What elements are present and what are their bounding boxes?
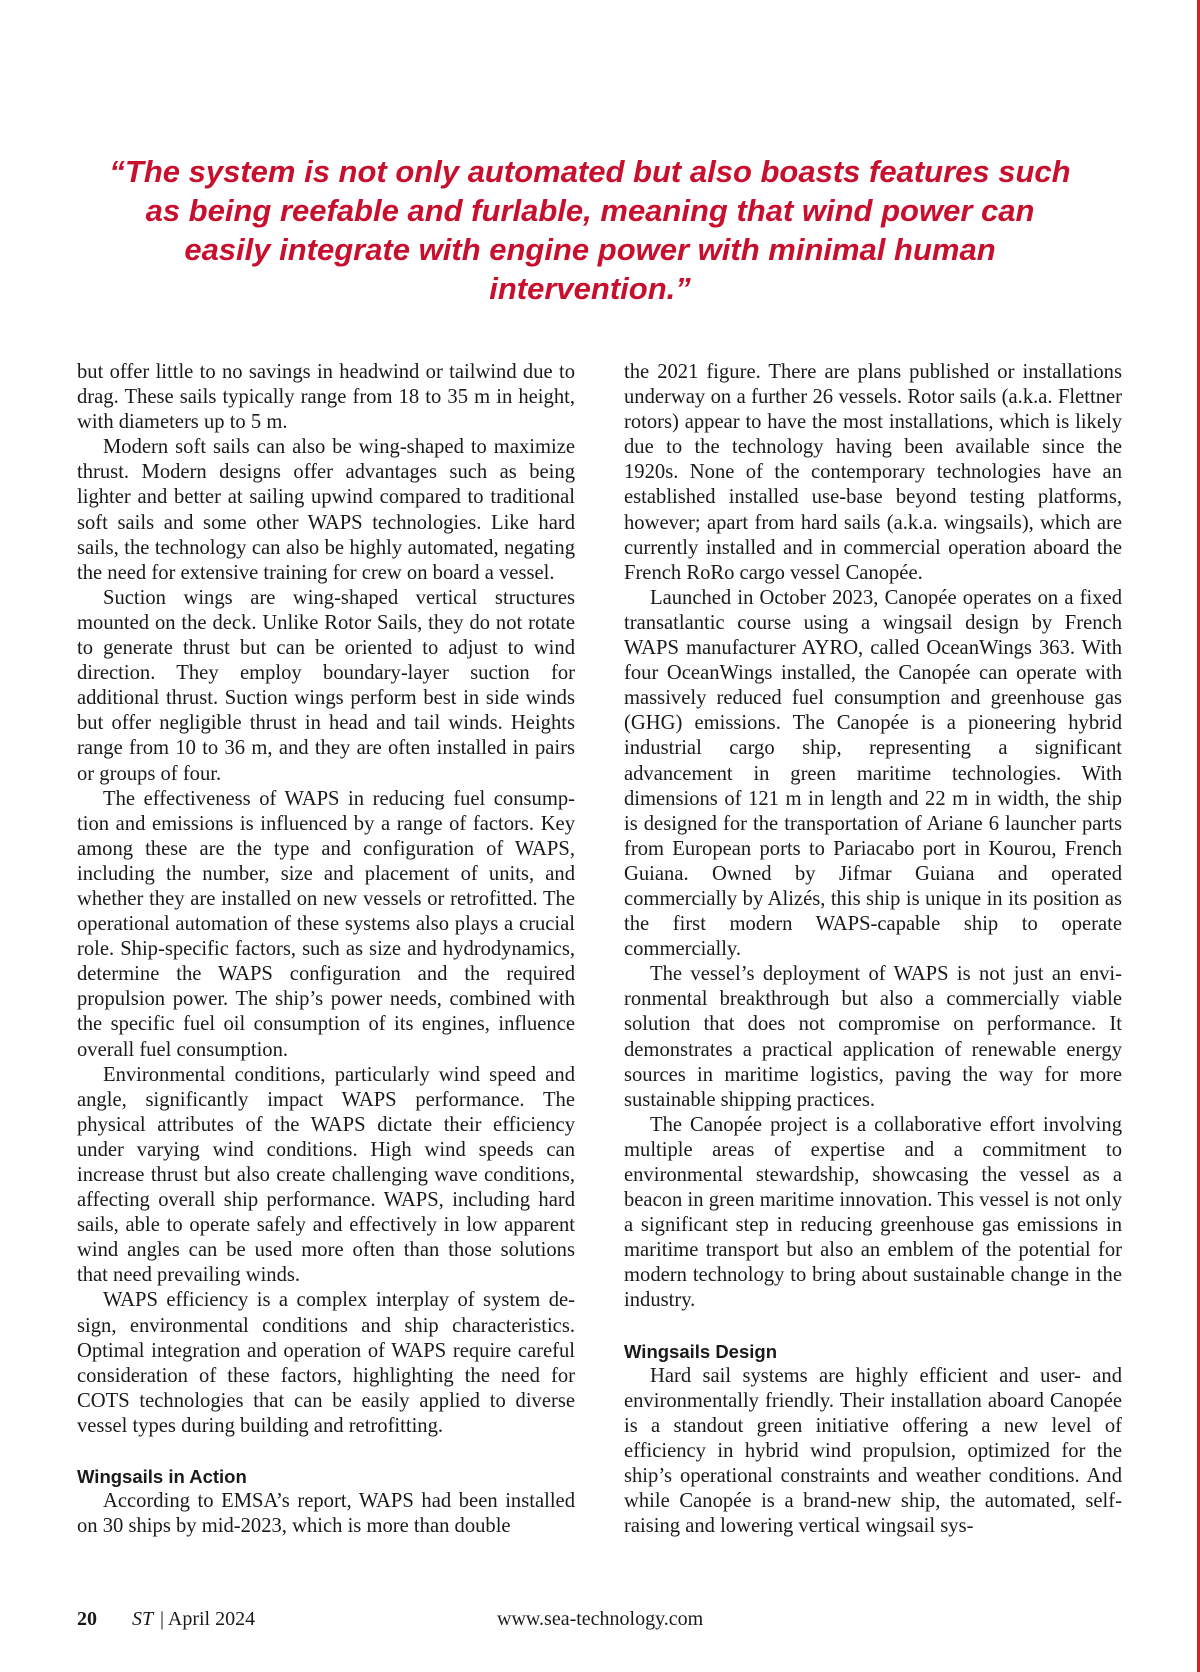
page-number: 20 — [77, 1608, 97, 1630]
paragraph: The vessel’s deployment of WAPS is not just an environmental breakthrough but also a commercially viable solution that does not compromise on performance. It demonstrates a practical application of renewable energy sources in maritime logistics, paving the way for more sustainable shipping practices. — [624, 963, 1122, 1111]
right-column — [624, 360, 1122, 1539]
paragraph: Modern soft sails can also be wing-shaped to maximize thrust. Modern designs offer advantages such as being lighter and better at sailing upwind compared to traditional soft sails and some other WAPS technologies. Like hard sails, the technology can also be highly automated, negating the need for extensive training for crew on board a vessel. — [77, 436, 575, 584]
issue-date: | April 2024 — [160, 1608, 256, 1630]
paragraph: Hard sail systems are highly efficient and user- and environmentally friendly. Their installation aboard Canopée is a standout green initiative offering a new level of efficiency in hybrid wind propulsion, optimized for the ship’s operational constraints and weather conditions. And while Canopée is a brand-new ship, the automated, self-raising and lowering vertical wingsail sys- — [624, 1364, 1122, 1538]
left-column — [77, 360, 575, 1539]
paragraph: The Canopée project is a collaborative effort involving multiple areas of expertise and a commitment to environmental stewardship, showcasing the vessel as a beacon in green maritime innovation. This vessel is not only a significant step in reducing greenhouse gas emissions in maritime transport but also an emblem of the potential for modern technology to bring about sustainable change in the industry. — [624, 1113, 1122, 1312]
page-footer — [77, 1606, 717, 1632]
paragraph: WAPS efficiency is a complex interplay of system design, environmental conditions and ship characteristics. Optimal integration and operation of WAPS require careful consideration of these factors, highlighting the need for COTS technologies that can be easily applied to diverse vessel types during building and retrofitting. — [77, 1289, 575, 1437]
section-heading: Wingsails in Action — [77, 1466, 247, 1488]
magazine-name: ST — [132, 1608, 154, 1630]
paragraph: Environmental conditions, particularly wind speed and angle, significantly impact WAPS performance. The physical attributes of the WAPS dictate their efficiency under varying wind conditions. High wind speeds can increase thrust but also create challenging wave conditions, affecting overall ship performance. WAPS, including hard sails, able to operate safely and effectively in low apparent wind angles can be used more often than those solutions that need prevailing winds. — [77, 1063, 575, 1287]
paragraph: the 2021 figure. There are plans published or installations underway on a further 26 vessels. Rotor sails (a.k.a. Flettner rotors) appear to have the most installations, which is likely due to the technology having been available since the 1920s. None of the contemporary technologies have an established installed use-base beyond testing platforms, however; apart from hard sails (a.k.a. wingsails), which are currently installed and in commercial operation aboard the French RoRo cargo vessel Canopée. — [624, 361, 1122, 584]
paragraph: but offer little to no savings in headwind or tailwind due to drag. These sails typically range from 18 to 35 m in height, with diameters up to 5 m. — [77, 361, 575, 434]
section-heading: Wingsails Design — [624, 1340, 778, 1362]
paragraph: The effectiveness of WAPS in reducing fuel consumption and emissions is influenced by a range of factors. Key among these are the type and configuration of WAPS, including the number, size and placement of units, and whether they are installed on new vessels or retrofitted. The operational automation of these systems also plays a crucial role. Ship-specific factors, such as size and hydrodynamics, determine the WAPS configuration and the required propulsion power. The ship’s power needs, combined with the specific fuel oil consumption of its engines, influence overall fuel consumption. — [77, 787, 575, 1061]
website-url: www.sea-technology.com — [497, 1608, 704, 1630]
paragraph: Suction wings are wing-shaped vertical structures mounted on the deck. Unlike Rotor Sails, they do not rotate to generate thrust but can be oriented to adjust to wind direction. They employ boundary-layer suction for additional thrust. Suction wings perform best in side winds but offer negligible thrust in head and tail winds. Heights range from 10 to 36 m, and they are often installed in pairs or groups of four. — [77, 586, 575, 785]
paragraph: According to EMSA’s report, WAPS had been installed on 30 ships by mid-2023, which is more than double — [77, 1490, 575, 1538]
pull-quote: “The system is not only automated but also boasts features such as being reefable and furlable, meaning that wind power can easily integrate with engine power with minimal human intervention.” — [109, 154, 1071, 306]
paragraph: Launched in October 2023, Canopée operates on a fixed transatlantic course using a wingsail design by French WAPS manufacturer AYRO, called OceanWings 363. With four OceanWings installed, the Canopée can operate with massively reduced fuel consumption and greenhouse gas (GHG) emissions. The Canopée is a pioneering hybrid industrial cargo ship, representing a significant advancement in green maritime technologies. With dimensions of 121 m in length and 22 m in width, the ship is designed for the transportation of Ariane 6 launcher parts from European ports to Pariacabo port in Kourou, French Guiana. Owned by Jifmar Guiana and operated commercially by Alizés, this ship is unique in its position as the first modern WAPS-capable ship to operate commercially. — [624, 586, 1122, 961]
